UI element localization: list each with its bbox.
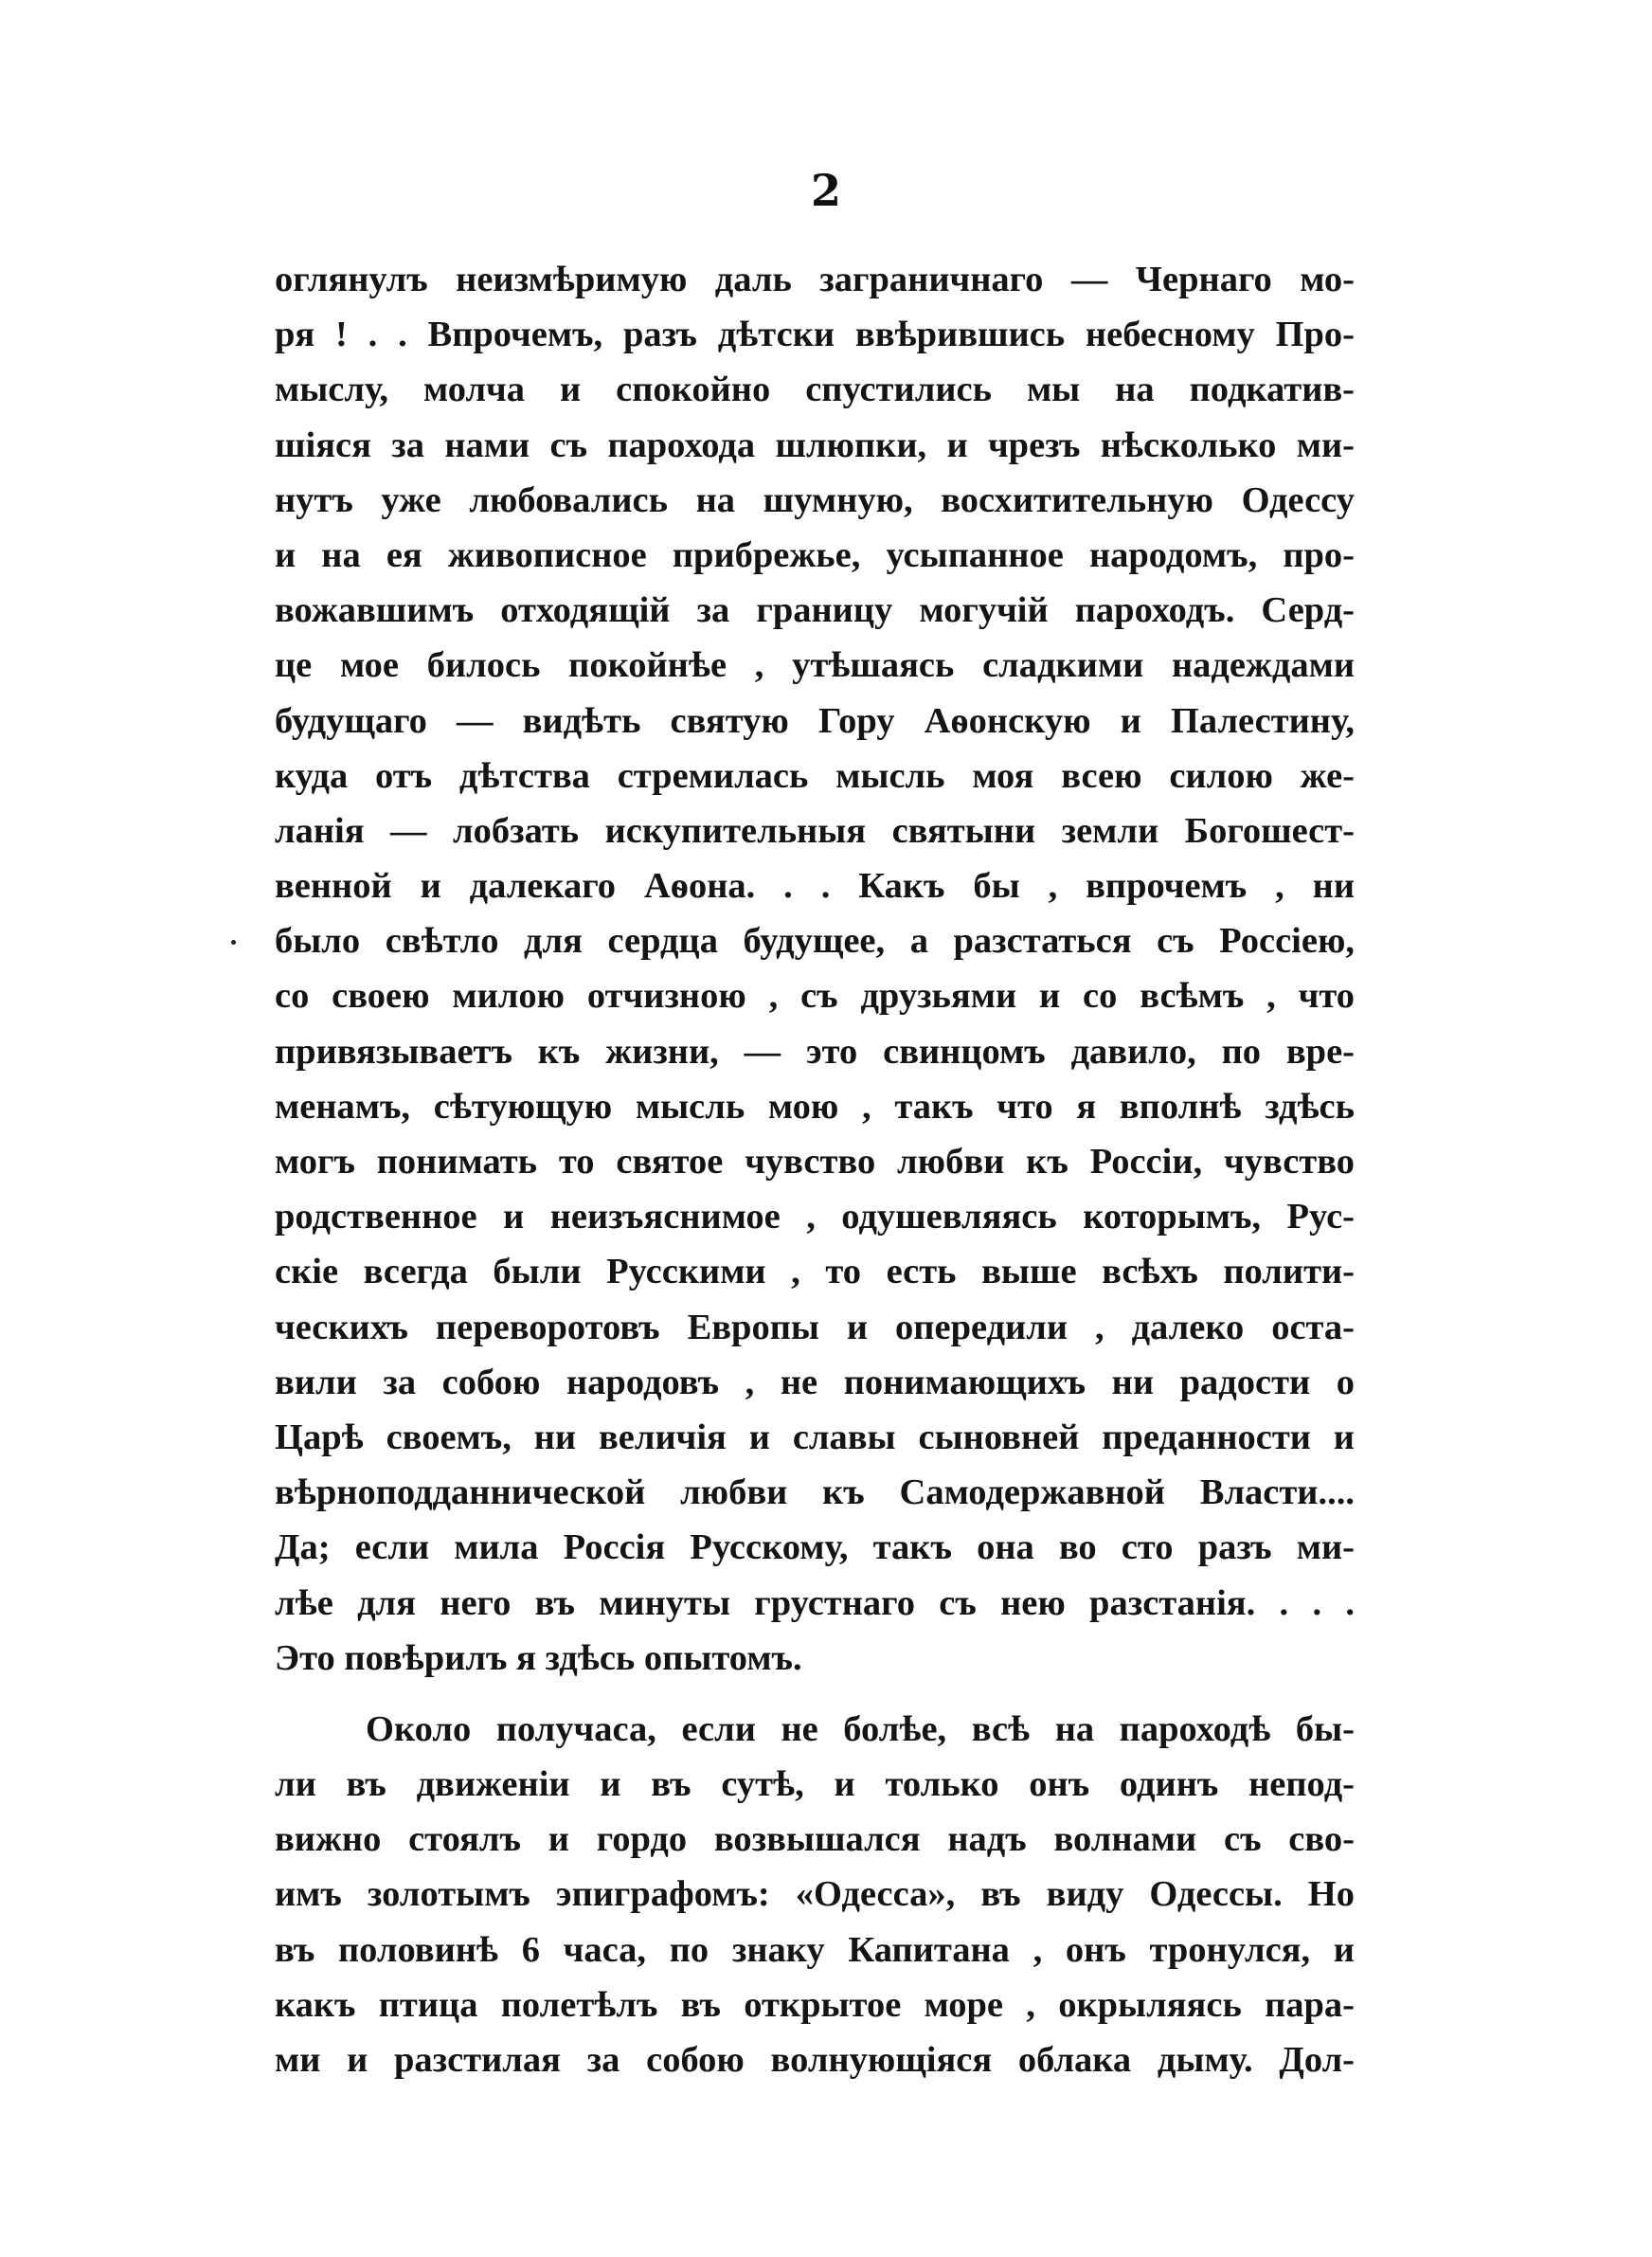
- text-line: вили за собою народовъ , не понимающихъ ни радости о: [275, 1362, 1355, 1402]
- margin-mark: [231, 940, 236, 945]
- paragraph-gap: [275, 1686, 1355, 1702]
- text-line: имъ золотымъ эпиграфомъ: «Одесса», въ виду Одессы. Но: [275, 1874, 1355, 1915]
- page-number: 2: [810, 165, 841, 216]
- text-line: ланія — лобзать искупительныя святыни земли Богошест-: [275, 810, 1355, 851]
- text-line: вѣрноподданнической любви къ Самодержавной Власти....: [275, 1472, 1355, 1513]
- text-line: це мое билось покойнѣе , утѣшаясь сладкими надеждами: [275, 645, 1355, 686]
- text-line: Царѣ своемъ, ни величія и славы сыновней преданности и: [275, 1417, 1355, 1457]
- text-line: будущаго — видѣть святую Гору Аѳонскую и Палестину,: [275, 700, 1355, 741]
- text-line: ли въ движеніи и въ сутѣ, и только онъ одинъ непод-: [275, 1764, 1355, 1805]
- body-text: [275, 252, 1355, 2087]
- text-line: и на ея живописное прибрежье, усыпанное народомъ, про-: [275, 534, 1355, 575]
- text-line: Да; если мила Россія Русскому, такъ она во сто разъ ми-: [275, 1527, 1355, 1568]
- text-line: Это повѣрилъ я здѣсь опытомъ.: [275, 1637, 802, 1678]
- text-line: вожавшимъ отходящій за границу могучій пароходъ. Серд-: [275, 590, 1355, 631]
- text-line: вижно стоялъ и гордо возвышался надъ волнами съ сво-: [275, 1819, 1355, 1860]
- text-line: оглянулъ неизмѣримую даль заграничнаго — Чернаго мо-: [275, 260, 1355, 299]
- text-line: родственное и неизъяснимое , одушевляясь которымъ, Рус-: [275, 1197, 1355, 1237]
- text-line: лѣе для него въ минуты грустнаго съ нею разстанія. . . .: [275, 1582, 1355, 1623]
- text-line: привязываетъ къ жизни, — это свинцомъ давило, по вре-: [275, 1031, 1355, 1072]
- text-line: могъ понимать то святое чувство любви къ Россіи, чувство: [275, 1142, 1355, 1182]
- text-line: было свѣтло для сердца будущее, а разстаться съ Россіею,: [275, 921, 1355, 962]
- text-line: шіяся за нами съ парохода шлюпки, и чрезъ нѣсколько ми-: [275, 424, 1355, 465]
- text-line: мыслу, молча и спокойно спустились мы на подкатив-: [275, 370, 1355, 410]
- text-line: скіе всегда были Русскими , то есть выше всѣхъ полити-: [275, 1252, 1355, 1292]
- text-line: ческихъ переворотовъ Европы и опередили , далеко оста-: [275, 1307, 1355, 1347]
- text-line: куда отъ дѣтства стремилась мысль моя всею силою же-: [275, 755, 1355, 796]
- paragraph-2: [275, 1702, 1355, 2087]
- text-line: ря ! . . Впрочемъ, разъ дѣтски ввѣрившись небесному Про-: [275, 315, 1355, 355]
- text-line: ми и разстилая за собою волнующіяся облака дыму. Дол-: [275, 2040, 1355, 2080]
- text-line: нутъ уже любовались на шумную, восхитительную Одессу: [275, 479, 1355, 520]
- text-line: въ половинѣ 6 часа, по знаку Капитана , онъ тронулся, и: [275, 1929, 1355, 1970]
- text-line: венной и далекаго Аѳона. . . Какъ бы , впрочемъ , ни: [275, 866, 1355, 907]
- text-line: Около получаса, если не болѣе, всѣ на пароходѣ бы-: [366, 1708, 1355, 1749]
- text-line: со своею милою отчизною , съ друзьями и со всѣмъ , что: [275, 976, 1355, 1017]
- text-line: менамъ, сѣтующую мысль мою , такъ что я вполнѣ здѣсь: [275, 1086, 1355, 1127]
- text-line: какъ птица полетѣлъ въ открытое море , окрыляясь пара-: [275, 1984, 1355, 2025]
- paragraph-1: [275, 252, 1355, 1686]
